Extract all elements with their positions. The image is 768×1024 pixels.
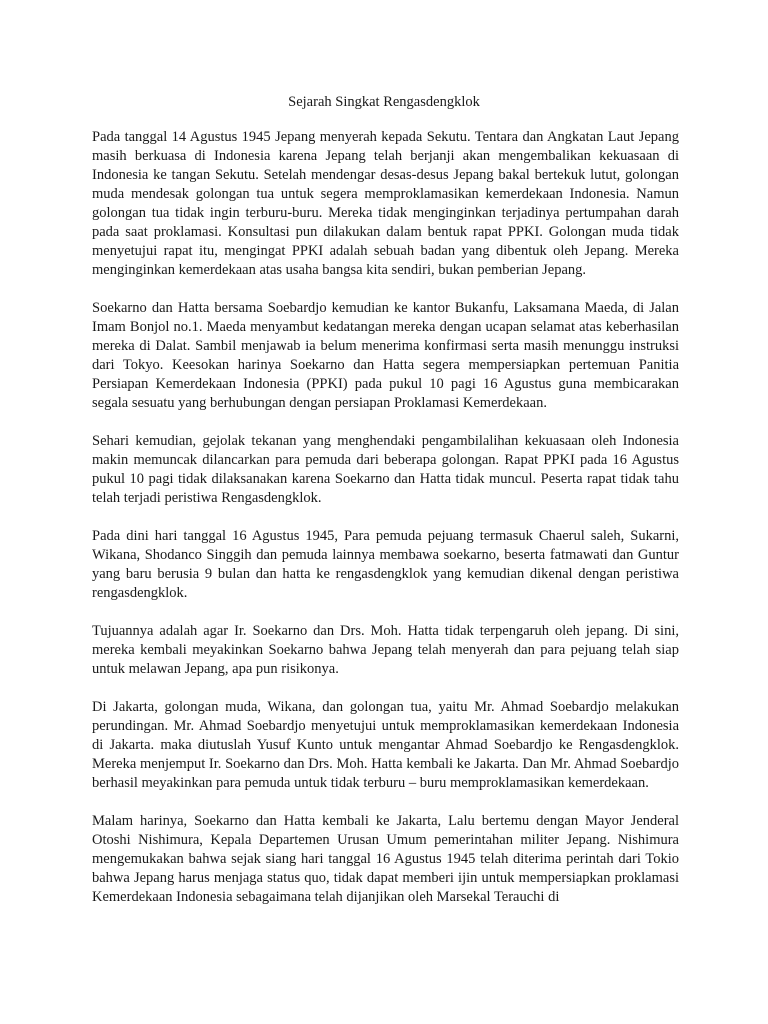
document-title: Sejarah Singkat Rengasdengklok bbox=[288, 94, 480, 110]
document-body bbox=[92, 128, 679, 926]
paragraph-1: Pada tanggal 14 Agustus 1945 Jepang menyerah kepada Sekutu. Tentara dan Angkatan Laut Jepang masih berkuasa di Indonesia karena Jepang telah berjanji akan mengembalikan kekuasaan di Indonesia ke tangan Sekutu. Setelah mendengar desas-desus Jepang bakal bertekuk lutut, golongan muda mendesak golongan tua untuk segera memproklamasikan kemerdekaan Indonesia. Namun golongan tua tidak ingin terburu-buru. Mereka tidak menginginkan terjadinya pertumpahan darah pada saat proklamasi. Konsultasi pun dilakukan dalam bentuk rapat PPKI. Golongan muda tidak menyetujui rapat itu, mengingat PPKI adalah sebuah badan yang dibentuk oleh Jepang. Mereka menginginkan kemerdekaan atas usaha bangsa kita sendiri, bukan pemberian Jepang. bbox=[92, 129, 679, 278]
paragraph-4: Pada dini hari tanggal 16 Agustus 1945, Para pemuda pejuang termasuk Chaerul saleh, Sukarni, Wikana, Shodanco Singgih dan pemuda lainnya membawa soekarno, beserta fatmawati dan Guntur yang baru berusia 9 bulan dan hatta ke rengasdengklok yang kemudian dikenal dengan peristiwa rengasdengklok. bbox=[92, 528, 679, 601]
paragraph-6: Di Jakarta, golongan muda, Wikana, dan golongan tua, yaitu Mr. Ahmad Soebardjo melakukan perundingan. Mr. Ahmad Soebardjo menyetujui untuk memproklamasikan kemerdekaan Indonesia di Jakarta. maka diutuslah Yusuf Kunto untuk mengantar Ahmad Soebardjo ke Rengasdengklok. Mereka menjemput Ir. Soekarno dan Drs. Moh. Hatta kembali ke Jakarta. Dan Mr. Ahmad Soebardjo berhasil meyakinkan para pemuda untuk tidak terburu – buru memproklamasikan kemerdekaan. bbox=[92, 699, 679, 791]
paragraph-2: Soekarno dan Hatta bersama Soebardjo kemudian ke kantor Bukanfu, Laksamana Maeda, di Jalan Imam Bonjol no.1. Maeda menyambut kedatangan mereka dengan ucapan selamat atas keberhasilan mereka di Dalat. Sambil menjawab ia belum menerima konfirmasi serta masih menunggu instruksi dari Tokyo. Keesokan harinya Soekarno dan Hatta segera mempersiapkan pertemuan Panitia Persiapan Kemerdekaan Indonesia (PPKI) pada pukul 10 pagi 16 Agustus guna membicarakan segala sesuatu yang berhubungan dengan persiapan Proklamasi Kemerdekaan. bbox=[92, 300, 679, 411]
paragraph-3: Sehari kemudian, gejolak tekanan yang menghendaki pengambilalihan kekuasaan oleh Indonesia makin memuncak dilancarkan para pemuda dari beberapa golongan. Rapat PPKI pada 16 Agustus pukul 10 pagi tidak dilaksanakan karena Soekarno dan Hatta tidak muncul. Peserta rapat tidak tahu telah terjadi peristiwa Rengasdengklok. bbox=[92, 433, 679, 506]
paragraph-7: Malam harinya, Soekarno dan Hatta kembali ke Jakarta, Lalu bertemu dengan Mayor Jenderal Otoshi Nishimura, Kepala Departemen Urusan Umum pemerintahan militer Jepang. Nishimura mengemukakan bahwa sejak siang hari tanggal 16 Agustus 1945 telah diterima perintah dari Tokio bahwa Jepang harus menjaga status quo, tidak dapat memberi ijin untuk mempersiapkan proklamasi Kemerdekaan Indonesia sebagaimana telah dijanjikan oleh Marsekal Terauchi di bbox=[92, 813, 679, 905]
paragraph-5: Tujuannya adalah agar Ir. Soekarno dan Drs. Moh. Hatta tidak terpengaruh oleh jepang. Di sini, mereka kembali meyakinkan Soekarno bahwa Jepang telah menyerah dan para pejuang telah siap untuk melawan Jepang, apa pun risikonya. bbox=[92, 623, 679, 677]
